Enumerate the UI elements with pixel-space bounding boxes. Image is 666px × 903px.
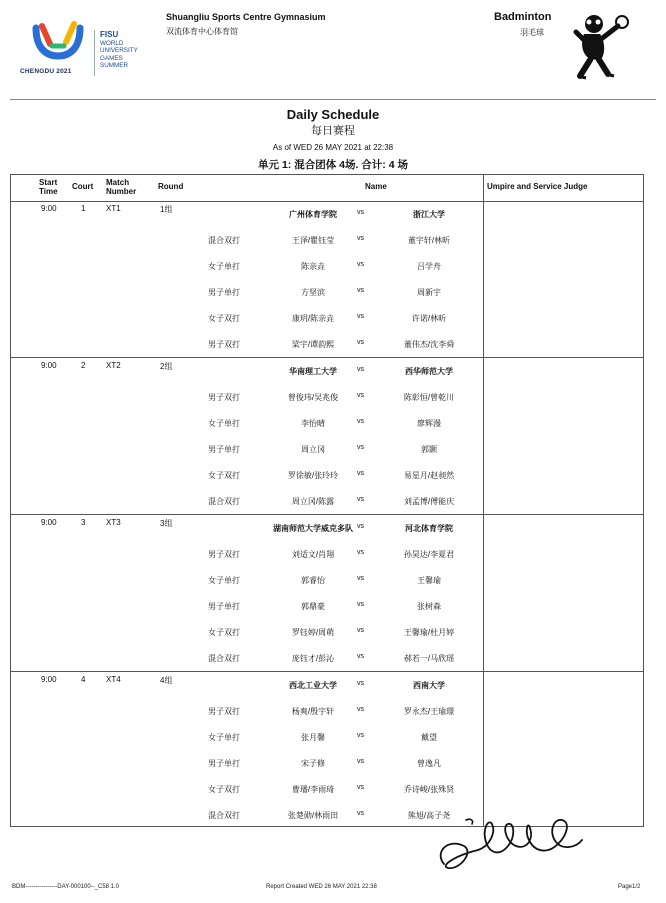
game-type: 男子双打: [208, 340, 240, 349]
game-row: [11, 732, 483, 746]
away-players: 张树森: [417, 602, 441, 611]
game-row: [11, 313, 483, 327]
game-row: [11, 653, 483, 667]
match-start-time: 9:00: [41, 518, 57, 527]
home-players: 周立冈/陈露: [291, 497, 335, 506]
away-players: 王馨瑜: [417, 576, 441, 585]
match-number: XT4: [106, 675, 121, 684]
match-round: 2组: [160, 362, 173, 371]
column-header-round: Round: [158, 182, 184, 191]
column-header-start-time: Start Time: [39, 178, 58, 196]
away-players: 郭颢: [421, 445, 437, 454]
match-round: 4组: [160, 676, 173, 685]
game-type: 混合双打: [208, 811, 240, 820]
unit-title: 单元 1: 混合团体 4场. 合计: 4 场: [258, 159, 408, 171]
match-start-time: 9:00: [41, 675, 57, 684]
away-players: 孙昊达/李夏君: [403, 550, 455, 559]
game-type: 女子双打: [208, 628, 240, 637]
away-players: 王馨瑜/杜月婷: [403, 628, 455, 637]
home-players: 王泽/瞿钰莹: [291, 236, 335, 245]
versus-label: vs: [357, 261, 364, 268]
versus-label: vs: [357, 680, 364, 687]
sport-name: Badminton: [494, 11, 552, 23]
game-type: 男子双打: [208, 550, 240, 559]
match-court: 2: [81, 361, 86, 370]
versus-label: vs: [357, 523, 364, 530]
home-players: 周立冈: [301, 445, 325, 454]
match-court: 3: [81, 518, 86, 527]
game-type: 女子单打: [208, 733, 240, 742]
home-players: 李怡晴: [301, 419, 325, 428]
team-row: [11, 209, 483, 223]
away-players: 曾逸凡: [417, 759, 441, 768]
home-players: 杨爽/殷宇轩: [291, 707, 335, 716]
home-players: 宋子修: [301, 759, 325, 768]
away-players: 罗永杰/王瑜璟: [403, 707, 455, 716]
game-row: [11, 810, 483, 824]
home-players: 康玥/陈亲垚: [291, 314, 335, 323]
away-players: 郝若一/马欣瑶: [403, 654, 455, 663]
game-type: 男子单打: [208, 288, 240, 297]
column-header-match-number: Match Number: [106, 178, 137, 196]
versus-label: vs: [357, 732, 364, 739]
game-row: [11, 287, 483, 301]
versus-label: vs: [357, 444, 364, 451]
header-divider: [10, 99, 656, 100]
match-block: [11, 202, 483, 359]
match-block: [11, 359, 483, 516]
versus-label: vs: [357, 470, 364, 477]
away-players: 吕学舟: [417, 262, 441, 271]
game-row: [11, 601, 483, 615]
versus-label: vs: [357, 287, 364, 294]
versus-label: vs: [357, 601, 364, 608]
versus-label: vs: [357, 496, 364, 503]
game-type: 女子双打: [208, 314, 240, 323]
column-header-court: Court: [72, 182, 94, 191]
badminton-pictogram-icon: [572, 10, 634, 82]
home-players: 郭鼎豪: [301, 602, 325, 611]
logo-chengdu-text: CHENGDU 2021: [20, 68, 72, 75]
chengdu-2021-logo: [14, 18, 164, 80]
game-type: 女子单打: [208, 262, 240, 271]
footer-document-code: BDM----------------DAY-000100--_C58 1.0: [12, 884, 120, 890]
match-start-time: 9:00: [41, 204, 57, 213]
footer-report-created: Report Created WED 26 MAY 2021 22:38: [266, 884, 377, 890]
home-team: 湖南师范大学威克多队: [273, 524, 353, 533]
away-team: 西华师范大学: [405, 367, 453, 376]
game-row: [11, 784, 483, 798]
home-players: 郭睿怡: [301, 576, 325, 585]
game-row: [11, 235, 483, 249]
away-players: 周新宇: [417, 288, 441, 297]
away-players: 乔诗峻/张殊贤: [403, 785, 455, 794]
away-players: 许诺/林昕: [411, 314, 447, 323]
versus-label: vs: [357, 810, 364, 817]
home-players: 罗钰婷/周萌: [291, 628, 335, 637]
versus-label: vs: [357, 653, 364, 660]
game-type: 女子双打: [208, 785, 240, 794]
versus-label: vs: [357, 575, 364, 582]
team-row: [11, 366, 483, 380]
game-type: 男子双打: [208, 393, 240, 402]
home-players: 曾俊玮/吴兆俊: [287, 393, 339, 402]
game-type: 混合双打: [208, 236, 240, 245]
home-players: 方坚滨: [301, 288, 325, 297]
versus-label: vs: [357, 418, 364, 425]
versus-label: vs: [357, 313, 364, 320]
match-court: 1: [81, 204, 86, 213]
away-players: 廖辉漫: [417, 419, 441, 428]
home-team: 华南理工大学: [289, 367, 337, 376]
match-number: XT3: [106, 518, 121, 527]
home-players: 刘适文/肖翔: [291, 550, 335, 559]
game-row: [11, 470, 483, 484]
versus-label: vs: [357, 392, 364, 399]
home-players: 庞钰才/彭沁: [291, 654, 335, 663]
game-row: [11, 549, 483, 563]
document-title-cn: 每日赛程: [311, 125, 355, 137]
match-round: 1组: [160, 205, 173, 214]
logo-games-text: WORLD UNIVERSITY GAMES SUMMER: [100, 40, 138, 69]
team-row: [11, 680, 483, 694]
column-header-umpire: Umpire and Service Judge: [487, 182, 588, 191]
home-players: 梁宇/谭韵熙: [291, 340, 335, 349]
venue-name-cn: 双流体育中心体育馆: [166, 27, 238, 36]
away-players: 易星月/赵昶然: [403, 471, 455, 480]
game-type: 男子单打: [208, 759, 240, 768]
versus-label: vs: [357, 366, 364, 373]
game-row: [11, 627, 483, 641]
team-row: [11, 523, 483, 537]
away-players: 刘孟博/傅能庆: [403, 497, 455, 506]
versus-label: vs: [357, 339, 364, 346]
versus-label: vs: [357, 758, 364, 765]
game-row: [11, 758, 483, 772]
versus-label: vs: [357, 706, 364, 713]
versus-label: vs: [357, 209, 364, 216]
game-row: [11, 418, 483, 432]
game-type: 男子单打: [208, 602, 240, 611]
column-header-name: Name: [365, 182, 387, 191]
away-players: 董伟杰/沈李舜: [403, 340, 455, 349]
away-team: 河北体育学院: [405, 524, 453, 533]
match-start-time: 9:00: [41, 361, 57, 370]
away-team: 西南大学: [413, 681, 445, 690]
game-row: [11, 496, 483, 510]
home-players: 曹璠/李雨琦: [291, 785, 335, 794]
footer-page-number: Page1/2: [618, 884, 641, 890]
venue-name: Shuangliu Sports Centre Gymnasium: [166, 12, 326, 22]
document-title: Daily Schedule: [286, 107, 380, 122]
home-team: 西北工业大学: [289, 681, 337, 690]
match-number: XT1: [106, 204, 121, 213]
official-signature: [430, 812, 590, 878]
home-players: 张月馨: [301, 733, 325, 742]
away-players: 陈彰恒/曾乾川: [403, 393, 455, 402]
game-type: 男子单打: [208, 445, 240, 454]
game-row: [11, 444, 483, 458]
logo-fisu-text: FISU: [100, 30, 119, 39]
sport-name-cn: 羽毛球: [520, 28, 544, 37]
match-court: 4: [81, 675, 86, 684]
versus-label: vs: [357, 235, 364, 242]
home-team: 广州体育学院: [289, 210, 337, 219]
versus-label: vs: [357, 549, 364, 556]
game-row: [11, 339, 483, 353]
match-number: XT2: [106, 361, 121, 370]
away-players: 董宇轩/林昕: [407, 236, 451, 245]
game-row: [11, 706, 483, 720]
game-row: [11, 261, 483, 275]
game-type: 混合双打: [208, 497, 240, 506]
chengdu-emblem-icon: [28, 18, 88, 66]
game-type: 女子单打: [208, 419, 240, 428]
match-block: [11, 516, 483, 673]
as-of-timestamp: As of WED 26 MAY 2021 at 22:38: [272, 143, 394, 152]
home-players: 陈亲垚: [301, 262, 325, 271]
home-players: 罗徐敏/张玲玲: [287, 471, 339, 480]
match-block: [11, 673, 483, 830]
game-type: 女子双打: [208, 471, 240, 480]
match-round: 3组: [160, 519, 173, 528]
game-type: 女子单打: [208, 576, 240, 585]
game-row: [11, 575, 483, 589]
home-players: 张楚勋/林雨田: [287, 811, 339, 820]
game-type: 混合双打: [208, 654, 240, 663]
away-team: 浙江大学: [413, 210, 445, 219]
game-row: [11, 392, 483, 406]
away-players: 戴望: [421, 733, 437, 742]
away-players: 熊旭/高子尧: [407, 811, 451, 820]
logo-divider: [94, 30, 95, 76]
schedule-table: [10, 174, 644, 827]
versus-label: vs: [357, 627, 364, 634]
game-type: 男子双打: [208, 707, 240, 716]
versus-label: vs: [357, 784, 364, 791]
